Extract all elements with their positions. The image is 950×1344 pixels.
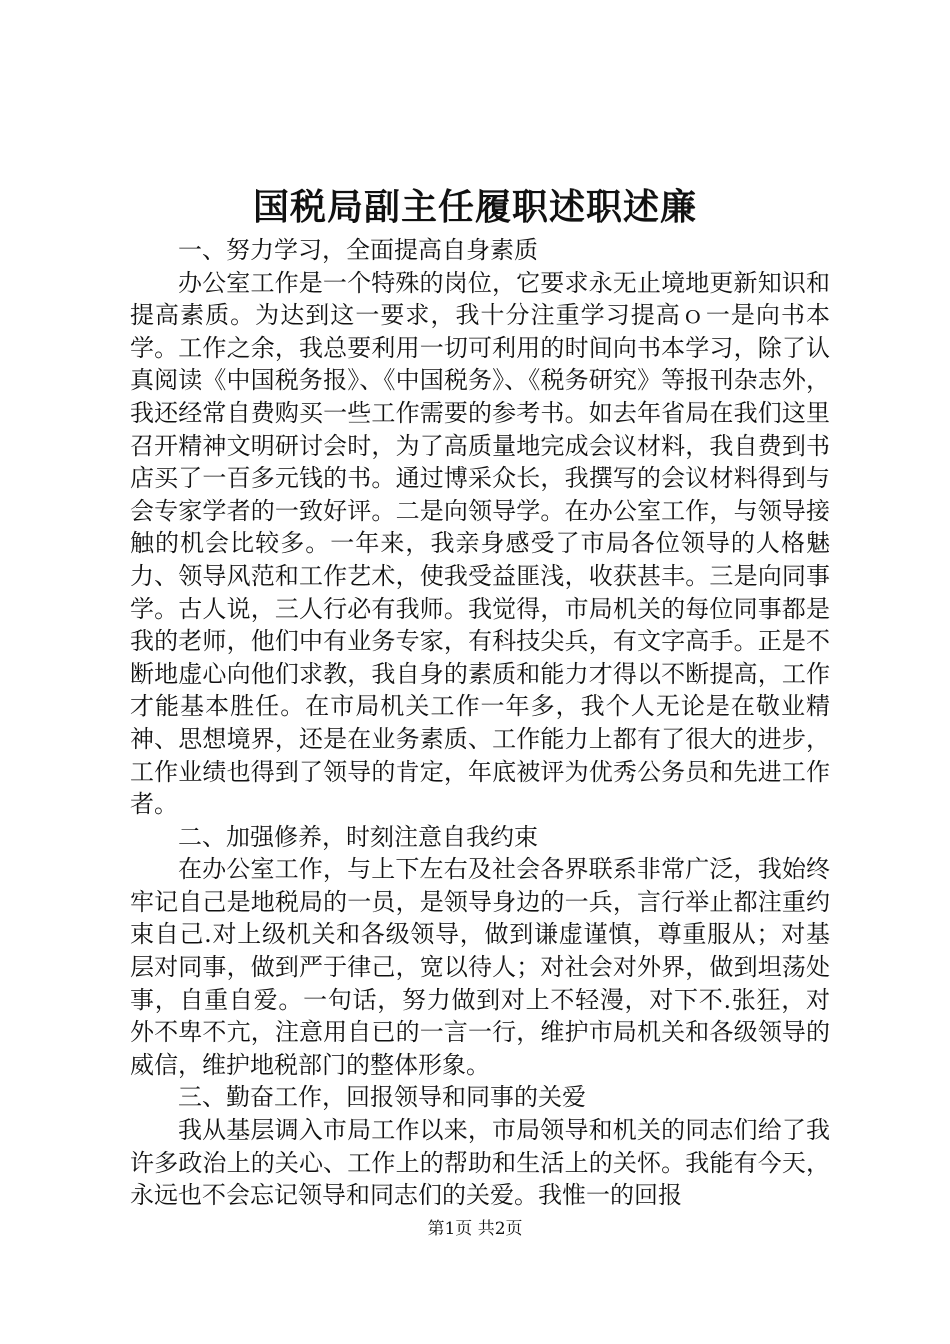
section-heading-3: 三、勤奋工作，回报领导和同事的关爱 [178, 1083, 586, 1112]
document-title: 国税局副主任履职述职述廉 [252, 186, 697, 228]
page-number-footer: 第1页 共2页 [427, 1219, 523, 1239]
section-paragraph-3: 我从基层调入市局工作以来，市局领导和机关的同志们给了我许多政治上的关心、工作上的帮助和生活上的关怀。我能有今天，永远也不会忘记领导和同志们的关爱。我惟一的回报 [130, 1116, 830, 1210]
section-heading-2: 二、加强修养，时刻注意自我约束 [178, 822, 538, 851]
document-body [130, 234, 830, 1212]
section-paragraph-1: 办公室工作是一个特殊的岗位，它要求永无止境地更新知识和提高素质。为达到这一要求，我十分注重学习提高ｏ一是向书本学。工作之余，我总要利用一切可利用的时间向书本学习，除了认真阅读《中国税务报》、《中国税务》、《税务研究》等报刊杂志外，我还经常自费购买一些工作需要的参考书。如去年省局在我们这里召开精神文明研讨会时，为了高质量地完成会议材料，我自费到书店买了一百多元钱的书。通过博采众长，我撰写的会议材料得到与会专家学者的一致好评。二是向领导学。在办公室工作，与领导接触的机会比较多。一年来，我亲身感受了市局各位领导的人格魅力、领导风范和工作艺术，使我受益匪浅，收获甚丰。三是向同事学。古人说，三人行必有我师。我觉得，市局机关的每位同事都是我的老师，他们中有业务专家，有科技尖兵，有文字高手。正是不断地虚心向他们求教，我自身的素质和能力才得以不断提高，工作才能基本胜任。在市局机关工作一年多，我个人无论是在敬业精神、思想境界，还是在业务素质、工作能力上都有了很大的进步，工作业绩也得到了领导的肯定，年底被评为优秀公务员和先进工作者。 [130, 268, 830, 819]
section-paragraph-2: 在办公室工作，与上下左右及社会各界联系非常广泛，我始终牢记自己是地税局的一员，是领导身边的一兵，言行举止都注重约束自己.对上级机关和各级领导，做到谦虚谨慎，尊重服从；对基层对同事，做到严于律己，宽以待人；对社会对外界，做到坦荡处事，自重自爱。一句话，努力做到对上不轻漫，对下不.张狂，对外不卑不亢，注意用自已的一言一行，维护市局机关和各级领导的威信，维护地税部门的整体形象。 [130, 855, 830, 1079]
section-heading-1: 一、努力学习，全面提高自身素质 [178, 236, 538, 264]
